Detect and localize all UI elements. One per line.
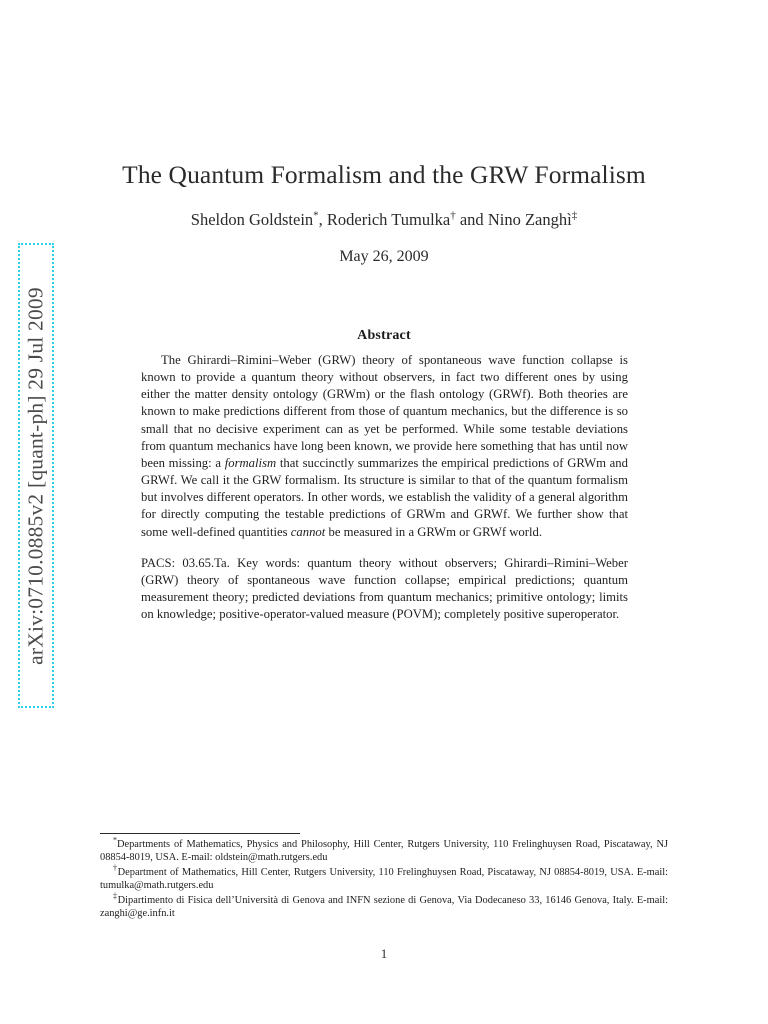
footnote-marker: ‡ (113, 891, 118, 901)
authors-separator-2: and (455, 210, 488, 229)
footnote-marker: * (113, 835, 117, 845)
abstract-text-segment-1: The Ghirardi–Rimini–Weber (GRW) theory of spontaneous wave function collapse is known to provide a quantum theory without observers, in fact two different ones by using either the matter density ontology (GRWm) or the flash ontology (GRWf). Both theories are known to make predictions different from those of quantum mechanics, but the difference is so small that no decisive experiment can as yet be performed. While some testable deviations from quantum mechanics have long been known, we provide here something that has until now been missing: a (141, 353, 628, 470)
abstract-emphasis-cannot: cannot (290, 524, 326, 539)
author-name-1: Sheldon Goldstein (190, 210, 314, 229)
footnotes-block (100, 835, 669, 922)
page-title: The Quantum Formalism and the GRW Formalism (122, 160, 646, 189)
pacs-keywords-paragraph: PACS: 03.65.Ta. Key words: quantum theory without observers; Ghirardi–Rimini–Weber (GRW) theory of spontaneous wave function collapse; empirical predictions; quantum measurement theory; predicted deviations from quantum mechanics; primitive ontology; limits on knowledge; positive-operator-valued measure (POVM); completely positive superoperator. (141, 555, 628, 622)
abstract-body (141, 352, 628, 623)
abstract-text-segment-3: be measured in a GRWm or GRWf world. (325, 524, 542, 539)
author-name-2: Roderich Tumulka (326, 210, 451, 229)
arxiv-stamp-selection[interactable] (18, 243, 54, 708)
footnote-text: Departments of Mathematics, Physics and Philosophy, Hill Center, Rutgers University, 110 Frelinghuysen Road, Piscataway, NJ 08854-8019, USA. E-mail: oldstein@math.rutgers.edu (100, 839, 668, 864)
abstract-heading: Abstract (357, 328, 411, 343)
footnote-item (100, 891, 668, 920)
footnote-marker: † (113, 863, 118, 873)
footnote-item (100, 863, 669, 892)
abstract-emphasis-formalism: formalism (224, 455, 277, 470)
abstract-paragraph (141, 352, 628, 541)
footnote-text: Department of Mathematics, Hill Center, Rutgers University, 110 Frelinghuysen Road, Piscataway, NJ 08854-8019, USA. E-mail: tumulka@math.rutgers.edu (100, 866, 669, 892)
author-footnote-marker-3[interactable]: ‡ (571, 209, 578, 222)
author-name-3: Nino Zanghì (487, 210, 572, 229)
publication-date: May 26, 2009 (339, 248, 429, 265)
footnote-item (100, 835, 668, 864)
footnote-text: Dipartimento di Fisica dell’Università di Genova and INFN sezione di Genova, Via Dodecaneso 33, 16146 Genova, Italy. E-mail: zanghi@ge.infn.it (100, 894, 668, 920)
arxiv-stamp-text: arXiv:0710.0885v2 [quant-ph] 29 Jul 2009 (23, 286, 48, 665)
authors-line (100, 210, 668, 230)
author-footnote-marker-2[interactable]: † (450, 209, 456, 222)
page-number: 1 (380, 946, 388, 961)
abstract-text-segment-2: that succinctly summarizes the empirical predictions of GRWm and GRWf. We call it the GRW formalism. Its structure is similar to that of the quantum formalism but involves different operators. In other words, we establish the validity of a general algorithm for directly computing the testable predictions of GRWm and GRWf. We further show that some well-defined quantities (141, 455, 628, 539)
author-footnote-marker-1[interactable]: * (313, 209, 319, 222)
paper-page (100, 0, 668, 1024)
authors-separator-1: , (318, 210, 327, 229)
footnote-separator-rule (100, 833, 300, 834)
